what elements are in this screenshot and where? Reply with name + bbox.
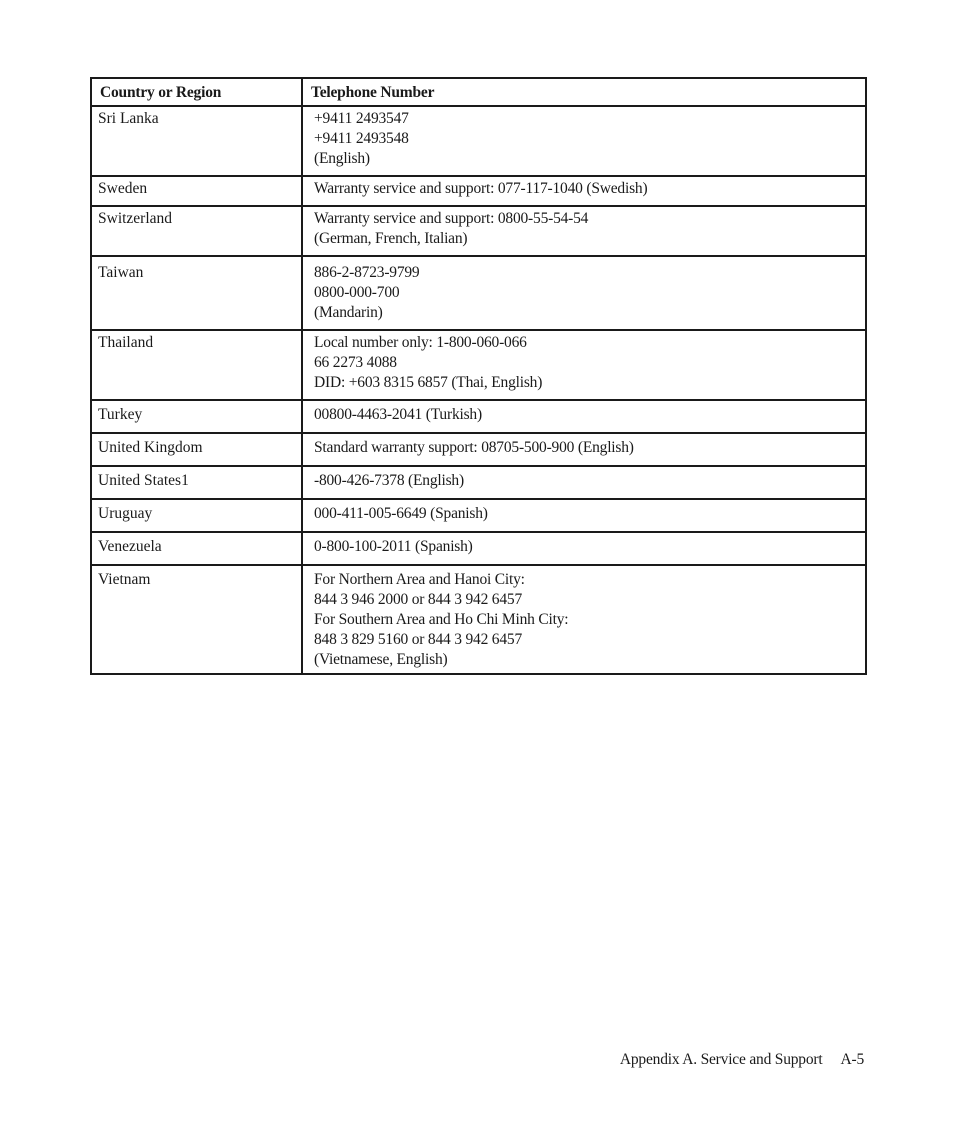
table-row xyxy=(91,499,866,532)
table-row xyxy=(91,433,866,466)
phone-cell xyxy=(302,433,866,466)
country-cell: Switzerland xyxy=(91,206,302,256)
phone-line: 886-2-8723-9799 xyxy=(314,264,420,281)
phone-line: For Southern Area and Ho Chi Minh City: xyxy=(314,611,569,628)
phone-line: 0-800-100-2011 (Spanish) xyxy=(314,538,473,555)
column-header-telephone: Telephone Number xyxy=(302,78,866,106)
phone-line: +9411 2493548 xyxy=(314,130,409,147)
country-cell: Taiwan xyxy=(91,256,302,330)
table-row xyxy=(91,330,866,400)
phone-cell xyxy=(302,206,866,256)
table-row xyxy=(91,176,866,206)
phone-cell xyxy=(302,532,866,565)
phone-line: -800-426-7378 (English) xyxy=(314,472,464,489)
table-header-row xyxy=(91,78,866,106)
support-phone-table xyxy=(90,77,867,675)
phone-cell xyxy=(302,499,866,532)
table-row xyxy=(91,400,866,433)
phone-line: 000-411-005-6649 (Spanish) xyxy=(314,505,488,522)
country-cell: Sri Lanka xyxy=(91,106,302,176)
phone-line: 66 2273 4088 xyxy=(314,354,397,371)
page-footer xyxy=(620,1051,864,1069)
phone-line: For Northern Area and Hanoi City: xyxy=(314,571,525,588)
country-cell: United Kingdom xyxy=(91,433,302,466)
phone-line: 00800-4463-2041 (Turkish) xyxy=(314,406,482,423)
phone-line: (Mandarin) xyxy=(314,304,383,321)
phone-line: Warranty service and support: 0800-55-54-54 xyxy=(314,210,589,227)
phone-line: Warranty service and support: 077-117-1040 (Swedish) xyxy=(314,180,648,197)
table-row xyxy=(91,106,866,176)
country-cell: Sweden xyxy=(91,176,302,206)
country-cell: Venezuela xyxy=(91,532,302,565)
column-header-country: Country or Region xyxy=(91,78,302,106)
table-row xyxy=(91,565,866,674)
phone-cell xyxy=(302,256,866,330)
table-row xyxy=(91,206,866,256)
table-row xyxy=(91,532,866,565)
country-cell: United States1 xyxy=(91,466,302,499)
phone-line: 848 3 829 5160 or 844 3 942 6457 xyxy=(314,631,523,648)
table-row xyxy=(91,256,866,330)
phone-line: Standard warranty support: 08705-500-900 (English) xyxy=(314,439,634,456)
phone-line: (Vietnamese, English) xyxy=(314,651,448,668)
country-cell: Turkey xyxy=(91,400,302,433)
phone-line: 0800-000-700 xyxy=(314,284,400,301)
table-row xyxy=(91,466,866,499)
country-cell: Thailand xyxy=(91,330,302,400)
country-cell: Vietnam xyxy=(91,565,302,674)
phone-cell xyxy=(302,330,866,400)
phone-line: 844 3 946 2000 or 844 3 942 6457 xyxy=(314,591,523,608)
phone-cell xyxy=(302,565,866,674)
phone-line: +9411 2493547 xyxy=(314,110,409,127)
phone-cell xyxy=(302,176,866,206)
phone-line: (English) xyxy=(314,150,370,167)
page-number: A-5 xyxy=(840,1051,864,1068)
phone-cell xyxy=(302,106,866,176)
country-cell: Uruguay xyxy=(91,499,302,532)
phone-line: DID: +603 8315 6857 (Thai, English) xyxy=(314,374,543,391)
phone-line: Local number only: 1-800-060-066 xyxy=(314,334,527,351)
phone-line: (German, French, Italian) xyxy=(314,230,468,247)
footer-section-title: Appendix A. Service and Support xyxy=(619,1051,823,1068)
phone-cell xyxy=(302,400,866,433)
phone-cell xyxy=(302,466,866,499)
